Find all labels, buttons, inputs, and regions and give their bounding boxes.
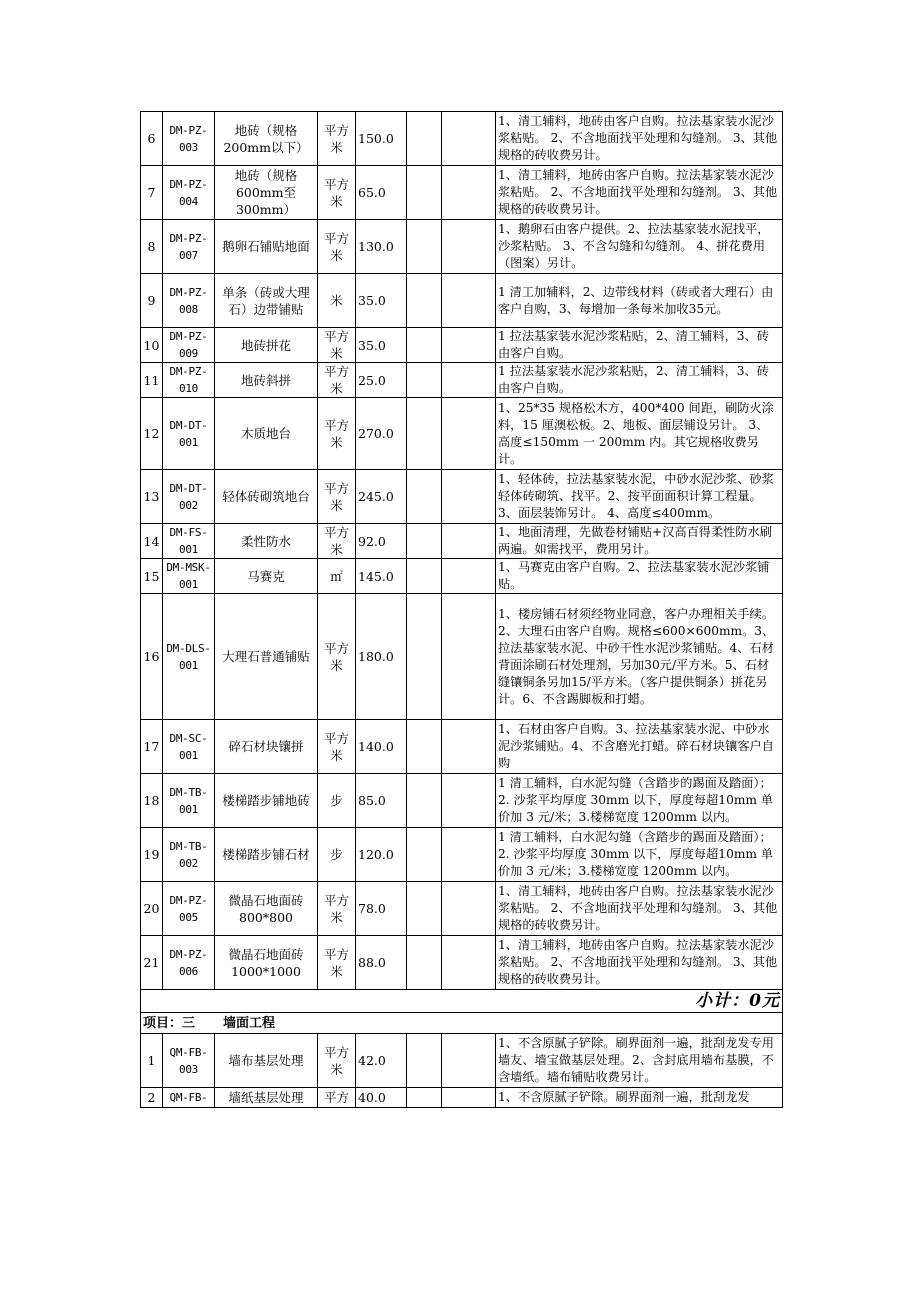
item-price: 130.0	[356, 220, 407, 274]
item-description: 1、清工辅料，地砖由客户自购。拉法基家装水泥沙浆粘贴。 2、不含地面找平处理和勾缝剂。 3、其他规格的砖收费另计。	[496, 882, 783, 936]
item-unit: 平方米	[318, 470, 356, 524]
table-row	[141, 398, 783, 470]
item-name: 木质地台	[215, 398, 318, 470]
item-code: DM-DT-002	[163, 470, 215, 524]
item-price: 85.0	[356, 774, 407, 828]
empty-cell	[407, 720, 442, 774]
table-row	[141, 524, 783, 559]
item-unit: 平方米	[318, 882, 356, 936]
item-name: 墙布基层处理	[215, 1034, 318, 1088]
empty-cell	[442, 594, 496, 720]
item-number: 8	[141, 220, 163, 274]
item-name: 鹅卵石铺贴地面	[215, 220, 318, 274]
item-code: DM-DLS-001	[163, 594, 215, 720]
item-description: 1、不含原腻子铲除。刷界面剂一遍，批刮龙发专用墙友、墙宝做基层处理。2、含封底用墙布基膜，不含墙纸。墙布铺贴收费另计。	[496, 1034, 783, 1088]
item-price: 25.0	[356, 363, 407, 398]
item-number: 16	[141, 594, 163, 720]
item-unit: 平方米	[318, 524, 356, 559]
item-unit: 平方米	[318, 363, 356, 398]
empty-cell	[442, 882, 496, 936]
empty-cell	[407, 1088, 442, 1108]
item-price: 245.0	[356, 470, 407, 524]
empty-cell	[407, 559, 442, 594]
item-unit: 步	[318, 774, 356, 828]
item-price: 78.0	[356, 882, 407, 936]
item-name: 墙纸基层处理	[215, 1088, 318, 1108]
table-row	[141, 774, 783, 828]
empty-cell	[442, 220, 496, 274]
item-description: 1、清工辅料，地砖由客户自购。拉法基家装水泥沙浆粘贴。 2、不含地面找平处理和勾缝剂。 3、其他规格的砖收费另计。	[496, 166, 783, 220]
item-name: 楼梯踏步铺地砖	[215, 774, 318, 828]
empty-cell	[442, 720, 496, 774]
empty-cell	[442, 559, 496, 594]
item-unit: 步	[318, 828, 356, 882]
item-number: 7	[141, 166, 163, 220]
empty-cell	[407, 470, 442, 524]
empty-cell	[442, 328, 496, 363]
item-price: 92.0	[356, 524, 407, 559]
table-row	[141, 936, 783, 990]
item-unit: 平方米	[318, 328, 356, 363]
empty-cell	[442, 166, 496, 220]
table-row	[141, 470, 783, 524]
item-number: 21	[141, 936, 163, 990]
empty-cell	[407, 398, 442, 470]
section-prefix: 项目：三	[143, 1015, 196, 1031]
table-row	[141, 594, 783, 720]
table-row	[141, 882, 783, 936]
item-code: DM-PZ-010	[163, 363, 215, 398]
item-code: DM-SC-001	[163, 720, 215, 774]
item-unit: 平方	[318, 1088, 356, 1108]
item-number: 13	[141, 470, 163, 524]
item-unit: 平方米	[318, 720, 356, 774]
table-row	[141, 274, 783, 328]
empty-cell	[407, 363, 442, 398]
item-name: 地砖（规格200mm以下）	[215, 112, 318, 166]
empty-cell	[442, 1088, 496, 1108]
item-price: 42.0	[356, 1034, 407, 1088]
empty-cell	[407, 882, 442, 936]
empty-cell	[407, 936, 442, 990]
empty-cell	[442, 470, 496, 524]
item-name: 微晶石地面砖1000*1000	[215, 936, 318, 990]
item-description: 1 拉法基家装水泥沙浆粘贴，2、清工辅料，3、砖由客户自购。	[496, 328, 783, 363]
empty-cell	[442, 936, 496, 990]
item-description: 1、马赛克由客户自购。2、拉法基家装水泥沙浆铺贴。	[496, 559, 783, 594]
empty-cell	[407, 274, 442, 328]
table-row	[141, 1034, 783, 1088]
item-description: 1、地面清理，先做卷材铺贴+汉高百得柔性防水刷两遍。如需找平，费用另计。	[496, 524, 783, 559]
item-description: 1、清工辅料，地砖由客户自购。拉法基家装水泥沙浆粘贴。 2、不含地面找平处理和勾缝剂。 3、其他规格的砖收费另计。	[496, 112, 783, 166]
table-row	[141, 112, 783, 166]
empty-cell	[407, 112, 442, 166]
item-code: DM-DT-001	[163, 398, 215, 470]
subtotal-text: 小计：0元	[695, 990, 780, 1011]
item-description: 1 清工加辅料，2、边带线材料（砖或者大理石）由客户自购，3、每增加一条每米加收35元。	[496, 274, 783, 328]
table-row	[141, 166, 783, 220]
item-unit: 平方米	[318, 1034, 356, 1088]
empty-cell	[407, 774, 442, 828]
item-code: DM-PZ-008	[163, 274, 215, 328]
item-name: 轻体砖砌筑地台	[215, 470, 318, 524]
section-header-row	[141, 1013, 783, 1034]
item-code: DM-PZ-009	[163, 328, 215, 363]
item-code: DM-PZ-006	[163, 936, 215, 990]
item-name: 微晶石地面砖800*800	[215, 882, 318, 936]
empty-cell	[407, 166, 442, 220]
section-title: 墙面工程	[223, 1015, 276, 1031]
item-number: 17	[141, 720, 163, 774]
item-code: DM-PZ-005	[163, 882, 215, 936]
item-name: 柔性防水	[215, 524, 318, 559]
subtotal-row	[141, 990, 783, 1013]
item-code: DM-TB-002	[163, 828, 215, 882]
item-number: 1	[141, 1034, 163, 1088]
item-number: 18	[141, 774, 163, 828]
item-name: 单条（砖或大理石）边带铺贴	[215, 274, 318, 328]
item-name: 地砖（规格600mm至300mm）	[215, 166, 318, 220]
item-code: QM-FB-003	[163, 1034, 215, 1088]
empty-cell	[407, 828, 442, 882]
table-row	[141, 363, 783, 398]
item-unit: 米	[318, 274, 356, 328]
item-description: 1、25*35 规格松木方，400*400 间距，刷防火涂料，15 厘澳松板。2、地板、面层铺设另计。 3、高度≤150mm 一 200mm 内。其它规格收费另计。	[496, 398, 783, 470]
empty-cell	[407, 220, 442, 274]
item-description: 1、鹅卵石由客户提供。2、拉法基家装水泥找平，沙浆粘贴。 3、不含勾缝和勾缝剂。 4、拼花费用（图案）另计。	[496, 220, 783, 274]
item-price: 180.0	[356, 594, 407, 720]
table-row	[141, 559, 783, 594]
table-row	[141, 220, 783, 274]
empty-cell	[442, 112, 496, 166]
empty-cell	[442, 363, 496, 398]
item-price: 35.0	[356, 274, 407, 328]
item-name: 大理石普通铺贴	[215, 594, 318, 720]
item-number: 20	[141, 882, 163, 936]
table-row	[141, 1088, 783, 1108]
item-name: 地砖斜拼	[215, 363, 318, 398]
item-name: 地砖拼花	[215, 328, 318, 363]
item-number: 6	[141, 112, 163, 166]
table-row	[141, 328, 783, 363]
item-unit: 平方米	[318, 398, 356, 470]
item-unit: 平方米	[318, 936, 356, 990]
item-price: 35.0	[356, 328, 407, 363]
item-price: 270.0	[356, 398, 407, 470]
item-unit: 平方米	[318, 594, 356, 720]
item-number: 9	[141, 274, 163, 328]
empty-cell	[407, 1034, 442, 1088]
item-number: 15	[141, 559, 163, 594]
table-row	[141, 720, 783, 774]
item-number: 14	[141, 524, 163, 559]
empty-cell	[442, 828, 496, 882]
empty-cell	[442, 524, 496, 559]
item-description: 1、石材由客户自购。3、拉法基家装水泥、中砂水泥沙浆铺贴。4、不含磨光打蜡。碎石材块镶客户自购	[496, 720, 783, 774]
item-unit: 平方米	[318, 166, 356, 220]
item-price: 65.0	[356, 166, 407, 220]
empty-cell	[407, 594, 442, 720]
item-number: 12	[141, 398, 163, 470]
item-description: 1、不含原腻子铲除。刷界面剂一遍，批刮龙发	[496, 1088, 783, 1108]
item-code: DM-PZ-003	[163, 112, 215, 166]
item-price: 120.0	[356, 828, 407, 882]
empty-cell	[407, 328, 442, 363]
item-code: DM-MSK-001	[163, 559, 215, 594]
item-unit: 平方米	[318, 112, 356, 166]
item-unit: ㎡	[318, 559, 356, 594]
item-price: 88.0	[356, 936, 407, 990]
item-price: 40.0	[356, 1088, 407, 1108]
item-code: DM-PZ-004	[163, 166, 215, 220]
item-unit: 平方米	[318, 220, 356, 274]
item-number: 19	[141, 828, 163, 882]
item-number: 2	[141, 1088, 163, 1108]
empty-cell	[442, 398, 496, 470]
item-description: 1 拉法基家装水泥沙浆粘贴，2、清工辅料，3、砖由客户自购。	[496, 363, 783, 398]
item-description: 1、轻体砖，拉法基家装水泥，中砂水泥沙浆、砂浆轻体砖砌筑、找平。2、按平面面积计算工程量。 3、面层装饰另计。 4、高度≤400mm。	[496, 470, 783, 524]
empty-cell	[442, 1034, 496, 1088]
item-code: QM-FB-	[163, 1088, 215, 1108]
empty-cell	[442, 774, 496, 828]
item-description: 1 清工辅料，白水泥勾缝（含踏步的踢面及踏面）；2. 沙浆平均厚度 30mm 以下，厚度每超10mm 单价加 3 元/米；3.楼梯宽度 1200mm 以内。	[496, 774, 783, 828]
empty-cell	[407, 524, 442, 559]
quote-table	[140, 111, 783, 1108]
item-name: 楼梯踏步铺石材	[215, 828, 318, 882]
table-row	[141, 828, 783, 882]
item-description: 1、清工辅料，地砖由客户自购。拉法基家装水泥沙浆粘贴。 2、不含地面找平处理和勾缝剂。 3、其他规格的砖收费另计。	[496, 936, 783, 990]
item-description: 1、楼房铺石材须经物业同意，客户办理相关手续。 2、大理石由客户自购。规格≤600×600mm。3、拉法基家装水泥、中砂干性水泥沙浆铺贴。4、石材背面涂刷石材处理剂，另加30元/平方米。5、石材缝镶铜条另加15/平方米。（客户提供铜条）拼花另计。6、不含踢脚板和打蜡。	[496, 594, 783, 720]
item-price: 140.0	[356, 720, 407, 774]
item-name: 碎石材块镶拼	[215, 720, 318, 774]
item-code: DM-FS-001	[163, 524, 215, 559]
item-code: DM-PZ-007	[163, 220, 215, 274]
item-price: 145.0	[356, 559, 407, 594]
item-price: 150.0	[356, 112, 407, 166]
item-code: DM-TB-001	[163, 774, 215, 828]
item-number: 11	[141, 363, 163, 398]
item-name: 马赛克	[215, 559, 318, 594]
empty-cell	[442, 274, 496, 328]
item-description: 1 清工辅料，白水泥勾缝（含踏步的踢面及踏面）；2. 沙浆平均厚度 30mm 以下，厚度每超10mm 单价加 3 元/米；3.楼梯宽度 1200mm 以内。	[496, 828, 783, 882]
item-number: 10	[141, 328, 163, 363]
